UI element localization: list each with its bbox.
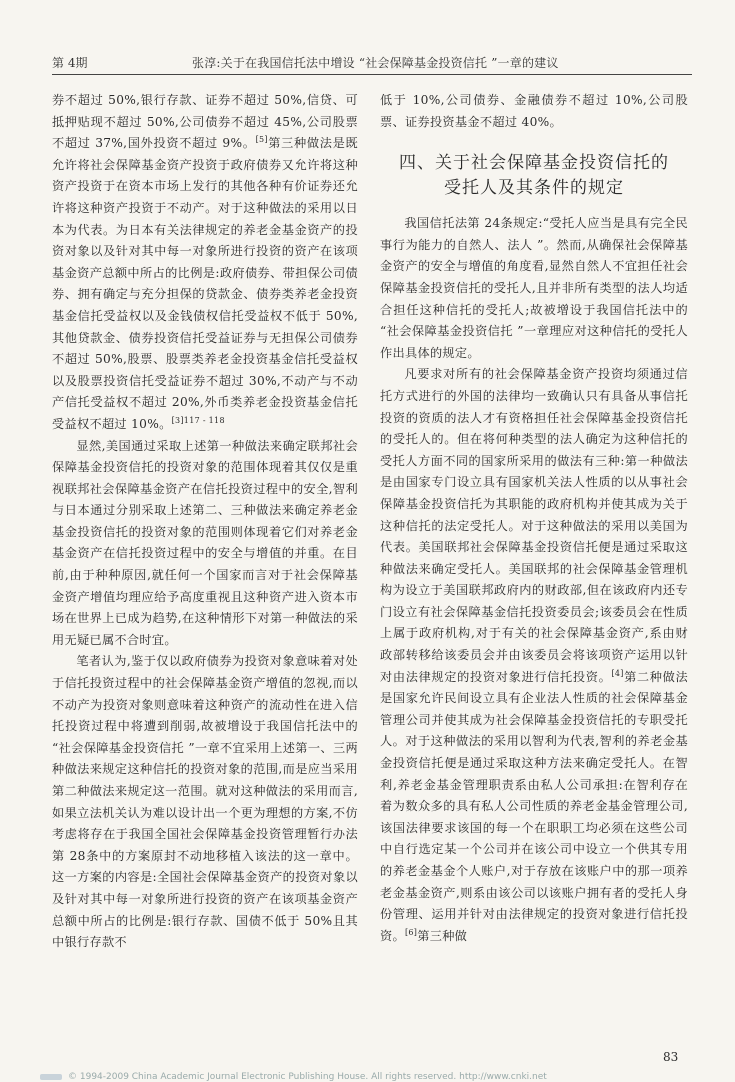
paragraph-text: 第二种做法是国家允许民间设立具有企业法人性质的社会保障基金管理公司并使其成为社会保障基金投资信托的专职受托人。对于这种做法的采用以智利为代表,智利的养老金基金投资信托便是通过采取这种方法来确定受托人。在智利,养老金基金管理职责系由私人公司承担:在智利存在着为数众多的具有私人公司性质的养老金基金管理公司,该国法律要求该国的每一个在职职工均必须在这些公司中自行选定某一个公司并在该公司中设立一个供其专用的养老金基金个人账户,对于存放在该账户中的那一项养老金基金资产,则系由该公司以该账户拥有者的受托人身份管理、运用并针对由法律规定的投资对象进行信托投资。 bbox=[380, 669, 688, 943]
citation: [5] bbox=[255, 135, 268, 145]
left-column bbox=[52, 90, 358, 954]
paragraph-text: 第三种做 bbox=[417, 928, 468, 943]
paragraph-text: 第三种做法是既允许将社会保障基金资产投资于政府债券又允许将这种资产投资于在资本市场上发行的其他各种有价证券还允许将这种资产投资于不动产。对于这种做法的采用以日本为代表。为日本有关法律规定的养老金基金资产的投资对象以及针对其中每一对象所进行投资的资产在该项基金资产总额中所占的比例是:政府债券、带担保公司债券、拥有确定与充分担保的贷款金、债券类养老金投资基金信托受益权以及金钱债权信托受益权不低于 50%,其他贷款金、债券投资信托受益证券与无担保公司债券不超过 50%,股票、股票类养老金投资基金信托受益权以及股票投资信托受益证券不超过 30%,不动产与不动产信托受益权不超过 20%,外币类养老金投资基金信托受益权不超过 10%。 bbox=[52, 136, 358, 431]
right-column bbox=[380, 90, 688, 947]
paragraph bbox=[380, 364, 688, 947]
citation: [3]117 - 118 bbox=[171, 415, 225, 425]
copyright-text: © 1994-2009 China Academic Journal Electronic Publishing House. All rights reserved. http://www.cnki.net bbox=[68, 1072, 547, 1082]
cnki-logo-icon bbox=[40, 1074, 62, 1080]
paragraph: 显然,美国通过采取上述第一种做法来确定联邦社会保障基金投资信托的投资对象的范围体现着其仅仅是重视联邦社会保障基金资产在信托投资过程中的安全,智利与日本通过分别采取上述第二、三种做法来确定养老金基金投资信托的投资对象的范围则体现着它们对养老金基金资产在信托投资过程中的安全与增值的并重。在目前,由于种种原因,就任何一个国家而言对于社会保障基金资产增值均理应给予高度重视且这种资产进入资本市场在世界上已成为趋势,在这种情形下对第一种做法的采用无疑已属不合时宜。 bbox=[52, 438, 358, 647]
paragraph: 我国信托法第 24条规定:“受托人应当是具有完全民事行为能力的自然人、法人 ”。然而,从确保社会保障基金资产的安全与增值的角度看,显然自然人不宜担任社会保障基金投资信托的受托人,且并非所有类型的法人均适合担任这种信托的受托人;故被增设于我国信托法中的 “社会保障基金投资信托 ”一章理应对这种信托的受托人作出具体的规定。 bbox=[380, 216, 688, 360]
running-header bbox=[52, 52, 692, 72]
paragraph-text: 凡要求对所有的社会保障基金资产投资均须通过信托方式进行的外国的法律均一致确认只有具备从事信托投资的资质的法人才有资格担任社会保障基金投资信托的受托人的。但在将何种类型的法人确定为这种信托的受托人方面不同的国家所采用的做法有三种:第一种做法是由国家专门设立具有国家机关法人性质的以从事社会保障基金投资信托为其职能的政府机构并使其成为关于这种信托的法定受托人。对于这种做法的采用以美国为代表。美国联邦社会保障基金投资信托便是通过采取这种做法来确定受托人。美国联邦的社会保障基金管理机构为设立于美国联邦政府内的财政部,但在该政府内还专门设立有社会保障基金信托投资委员会;该委员会在性质上属于政府机构,对于有关的社会保障基金资产,系由财政部转移给该委员会并由该委员会将该项资产运用以针对由法律规定的投资对象进行信托投资。 bbox=[380, 367, 688, 684]
section-heading bbox=[380, 151, 688, 201]
paragraph bbox=[52, 90, 358, 436]
running-title: 张淳:关于在我国信托法中增设 “社会保障基金投资信托 ”一章的建议 bbox=[192, 56, 559, 70]
citation: [4] bbox=[611, 668, 624, 678]
copyright-footer bbox=[40, 1072, 700, 1080]
paragraph: 笔者认为,鉴于仅以政府债券为投资对象意味着对处于信托投资过程中的社会保障基金资产增值的忽视,而以不动产为投资对象则意味着这种资产的流动性在进入信托投资过程中将遭到削弱,故被增设于我国信托法中的 “社会保障基金投资信托 ”一章不宜采用上述第一、三两种做法来规定这种信托的投资对象的范围,而是应当采用第二种做法来规定这一范围。就对这种做法的采用而言,如果立法机关认为难以设计出一个更为理想的方案,不仿考虑将存在于我国全国社会保障基金投资管理暂行办法第 28条中的方案原封不动地移植入该法的这一章中。这一方案的内容是:全国社会保障基金资产的投资对象以及针对其中每一对象所进行投资的资产在该项基金资产总额中所占的比例是:银行存款、国债不低于 50%且其中银行存款不 bbox=[52, 654, 358, 950]
paragraph-text: 券不超过 50%,银行存款、证券不超过 50%,信贷、可抵押贴现不超过 50%,公司债券不超过 45%,公司股票不超过 37%,国外投资不超过 9%。 bbox=[52, 93, 358, 151]
section-heading-line: 四、关于社会保障基金投资信托的 bbox=[399, 153, 669, 174]
section-heading-line: 受托人及其条件的规定 bbox=[444, 178, 624, 199]
citation: [6] bbox=[404, 927, 418, 937]
issue-number: 第 4期 bbox=[52, 56, 88, 70]
paragraph: 低于 10%,公司债券、金融债券不超过 10%,公司股票、证券投资基金不超过 40%。 bbox=[380, 93, 688, 129]
header-divider bbox=[52, 74, 692, 75]
page-number: 83 bbox=[663, 1050, 679, 1064]
